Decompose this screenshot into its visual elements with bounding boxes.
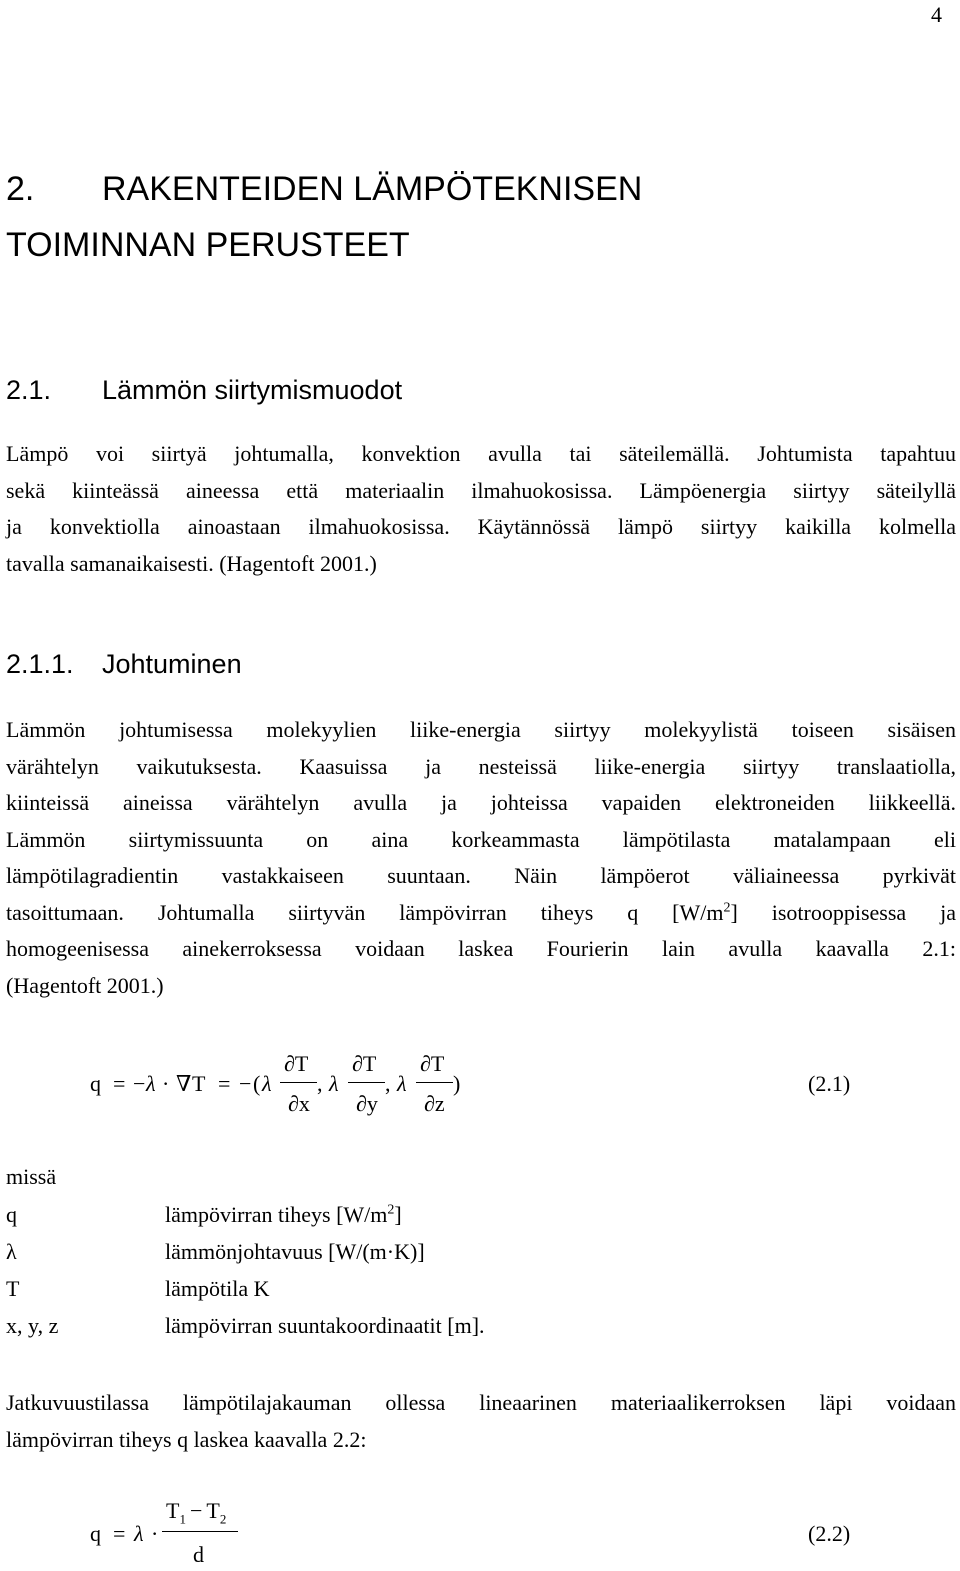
eq-open-paren: ( bbox=[253, 1071, 261, 1096]
fraction-bar bbox=[348, 1082, 385, 1083]
intro-paragraph bbox=[6, 436, 956, 582]
symbol: λ bbox=[6, 1239, 17, 1264]
paragraph-line: ja konvektiolla ainoastaan ilmahuokosissa. Käytännössä lämpö siirtyy kaikilla kolmella bbox=[6, 514, 956, 539]
chapter-heading bbox=[6, 170, 642, 209]
eq-minus: − bbox=[189, 1498, 203, 1523]
fraction-bar bbox=[162, 1531, 238, 1532]
paragraph-line: homogeenisessa ainekerroksessa voidaan laskea Fourierin lain avulla kaavalla 2.1: bbox=[6, 936, 956, 961]
paragraph-line: tavalla samanaikaisesti. (Hagentoft 2001.) bbox=[6, 550, 377, 576]
line-text: ] isotrooppisessa ja bbox=[730, 899, 956, 925]
desc-end: ] bbox=[394, 1202, 402, 1227]
eq-minus: − bbox=[133, 1071, 146, 1096]
eq-dT-z: ∂T bbox=[420, 1051, 445, 1076]
eq-close-paren: ) bbox=[453, 1071, 461, 1096]
eq-dz: ∂z bbox=[424, 1091, 445, 1116]
eq-lambda-x: λ bbox=[262, 1071, 272, 1096]
paragraph-line: Lämmön siirtymissuunta on aina korkeammasta lämpötilasta matalampaan eli bbox=[6, 826, 956, 852]
subscript: 2 bbox=[219, 1511, 227, 1527]
equation-number: (2.1) bbox=[808, 1071, 851, 1096]
section-title: Lämmön siirtymismuodot bbox=[102, 375, 403, 405]
symbol-row bbox=[6, 1276, 485, 1313]
symbol-description: lämpötila K bbox=[165, 1276, 270, 1301]
symbol-list bbox=[6, 1202, 485, 1350]
equation-number: (2.2) bbox=[808, 1521, 851, 1546]
symbol: x, y, z bbox=[6, 1313, 59, 1338]
paragraph-line: lämpövirran tiheys q laskea kaavalla 2.2: bbox=[6, 1426, 367, 1452]
symbol-description bbox=[165, 1202, 485, 1239]
eq-equals-2: = bbox=[218, 1071, 231, 1096]
paragraph-line bbox=[6, 895, 956, 932]
symbol: q bbox=[6, 1202, 17, 1227]
eq-dx: ∂x bbox=[288, 1091, 310, 1116]
paragraph-line: sekä kiinteässä aineessa että materiaalin ilmahuokosissa. Lämpöenergia siirtyy säteilyllä bbox=[6, 477, 956, 503]
eq-numerator bbox=[166, 1498, 226, 1527]
eq-T: T bbox=[192, 1071, 206, 1096]
paragraph-line: (Hagentoft 2001.) bbox=[6, 972, 164, 998]
eq-lambda-z: λ bbox=[397, 1071, 407, 1096]
paragraph-line: kiinteissä aineissa värähtelyn avulla ja johteissa vapaiden elektroneiden liikkeellä. bbox=[6, 790, 956, 815]
chapter-title-line2: TOIMINNAN PERUSTEET bbox=[6, 226, 410, 264]
paragraph-line: lämpötilagradientin vastakkaiseen suuntaan. Näin lämpöerot väliaineessa pyrkivät bbox=[6, 863, 956, 888]
desc-text: lämpövirran tiheys [W/m bbox=[165, 1202, 388, 1227]
symbol-description: lämmönjohtavuus [W/(m·K)] bbox=[165, 1239, 425, 1264]
paragraph-line: Lämpö voi siirtyä johtumalla, konvektion avulla tai säteilemällä. Johtumista tapahtuu bbox=[6, 441, 956, 466]
paragraph-line: Jatkuvuustilassa lämpötilajakauman ollessa lineaarinen materiaalikerroksen läpi voidaan bbox=[6, 1390, 956, 1415]
eq-dot: · bbox=[162, 1071, 170, 1096]
eq-nabla: ∇ bbox=[176, 1071, 192, 1096]
symbol-row bbox=[6, 1313, 485, 1350]
line-text: tasoittumaan. Johtumalla siirtyvän lämpövirran tiheys q [W/m bbox=[6, 899, 724, 925]
subscript: 1 bbox=[179, 1511, 186, 1527]
section-heading bbox=[6, 375, 402, 406]
equation-2-2 bbox=[0, 1490, 960, 1570]
paragraph-line: värähtelyn vaikutuksesta. Kaasuissa ja nesteissä liike-energia siirtyy translaatiolla, bbox=[6, 753, 956, 779]
eq-equals: = bbox=[113, 1071, 126, 1096]
symbol-description: lämpövirran suuntakoordinaatit [m]. bbox=[165, 1313, 485, 1338]
eq-T1: T bbox=[166, 1498, 180, 1523]
conduction-paragraph bbox=[6, 712, 956, 1004]
subsection-number: 2.1.1. bbox=[6, 649, 74, 679]
eq-dT-y: ∂T bbox=[352, 1051, 377, 1076]
eq-q: q bbox=[90, 1071, 101, 1096]
eq-dy: ∂y bbox=[356, 1091, 378, 1116]
page-number: 4 bbox=[931, 2, 942, 27]
eq-comma: , bbox=[317, 1071, 323, 1096]
section-number: 2.1. bbox=[6, 375, 52, 405]
eq-dot: · bbox=[151, 1521, 159, 1546]
chapter-number: 2. bbox=[6, 170, 35, 208]
symbol: T bbox=[6, 1276, 20, 1301]
subsection-heading bbox=[6, 649, 242, 680]
symbol-row bbox=[6, 1239, 485, 1276]
eq-equals: = bbox=[113, 1521, 126, 1546]
equation-2-1 bbox=[0, 1045, 960, 1125]
eq-q: q bbox=[90, 1521, 101, 1546]
eq-denominator: d bbox=[193, 1542, 204, 1567]
fraction-bar bbox=[280, 1082, 317, 1083]
eq-minus-2: − bbox=[239, 1071, 252, 1096]
chapter-title-line1: RAKENTEIDEN LÄMPÖTEKNISEN bbox=[102, 170, 643, 208]
symbol-row bbox=[6, 1202, 485, 1239]
eq-comma-2: , bbox=[385, 1071, 391, 1096]
superscript: 2 bbox=[723, 900, 731, 916]
eq-dT-x: ∂T bbox=[284, 1051, 309, 1076]
paragraph-line: Lämmön johtumisessa molekyylien liike-energia siirtyy molekyylistä toiseen sisäisen bbox=[6, 717, 956, 742]
eq-T2: T bbox=[206, 1498, 220, 1523]
eq-lambda: λ bbox=[146, 1071, 156, 1096]
steady-state-paragraph bbox=[6, 1385, 956, 1458]
eq-lambda: λ bbox=[134, 1521, 144, 1546]
subsection-title: Johtuminen bbox=[102, 649, 242, 679]
symbol-table bbox=[6, 1202, 485, 1350]
superscript: 2 bbox=[387, 1202, 395, 1218]
eq-lambda-y: λ bbox=[329, 1071, 339, 1096]
fraction-bar bbox=[416, 1082, 453, 1083]
where-label: missä bbox=[6, 1164, 57, 1189]
